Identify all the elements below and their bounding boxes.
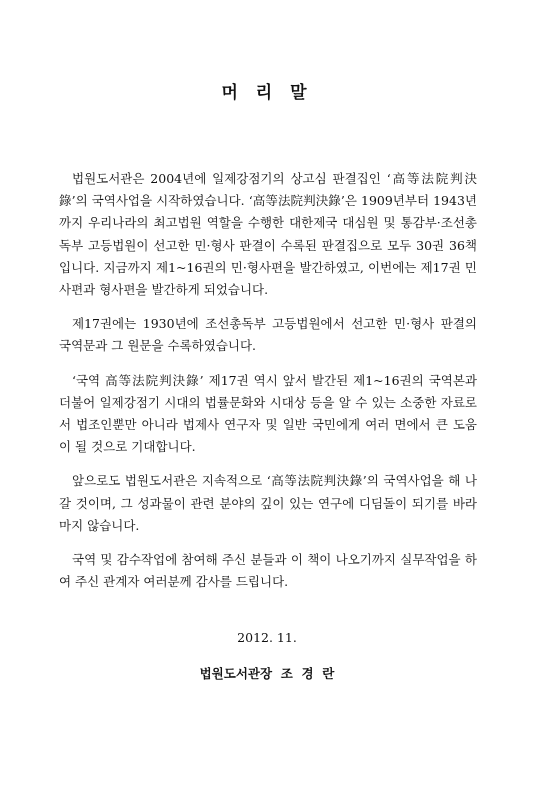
preface-body <box>59 168 477 605</box>
paragraph-4: 앞으로도 법원도서관은 지속적으로 ‘高等法院判決錄’의 국역사업을 해 나갈 것이며, 그 성과물이 관련 분야의 깊이 있는 연구에 디딤돌이 되기를 바라마지 않습니다. <box>59 473 477 533</box>
page-title: 머 리 말 <box>221 83 313 103</box>
publication-date: 2012. 11. <box>237 630 297 645</box>
paragraph-5: 국역 및 감수작업에 참여해 주신 분들과 이 책이 나오기까지 실무작업을 하여 주신 관계자 여러분께 감사를 드립니다. <box>59 552 477 590</box>
paragraph-1: 법원도서관은 2004년에 일제강점기의 상고심 판결집인 ‘高等法院判決錄’의 국역사업을 시작하였습니다. ‘高等法院判決錄’은 1909년부터 1943년까지 우리나라의 최고법원 역할을 수행한 대한제국 대심원 및 통감부·조선총독부 고등법원이 선고한 민·형사 판결이 수록된 판결집으로 모두 30권 36책입니다. 지금까지 제1~16권의 민·형사편을 발간하였고, 이번에는 제17권 민사편과 형사편을 발간하게 되었습니다. <box>59 171 477 298</box>
paragraph-3: ‘국역 高等法院判決錄’ 제17권 역시 앞서 발간된 제1~16권의 국역본과 더불어 일제강점기 시대의 법률문화와 시대상 등을 알 수 있는 소중한 자료로서 법조인뿐만 아니라 법제사 연구자 및 일반 국민에게 여러 면에서 큰 도움이 될 것으로 기대합니다. <box>59 372 477 455</box>
paragraph-2: 제17권에는 1930년에 조선총독부 고등법원에서 선고한 민·형사 판결의 국역문과 그 원문을 수록하였습니다. <box>59 316 477 354</box>
signature: 법원도서관장 조 경 란 <box>199 666 335 681</box>
